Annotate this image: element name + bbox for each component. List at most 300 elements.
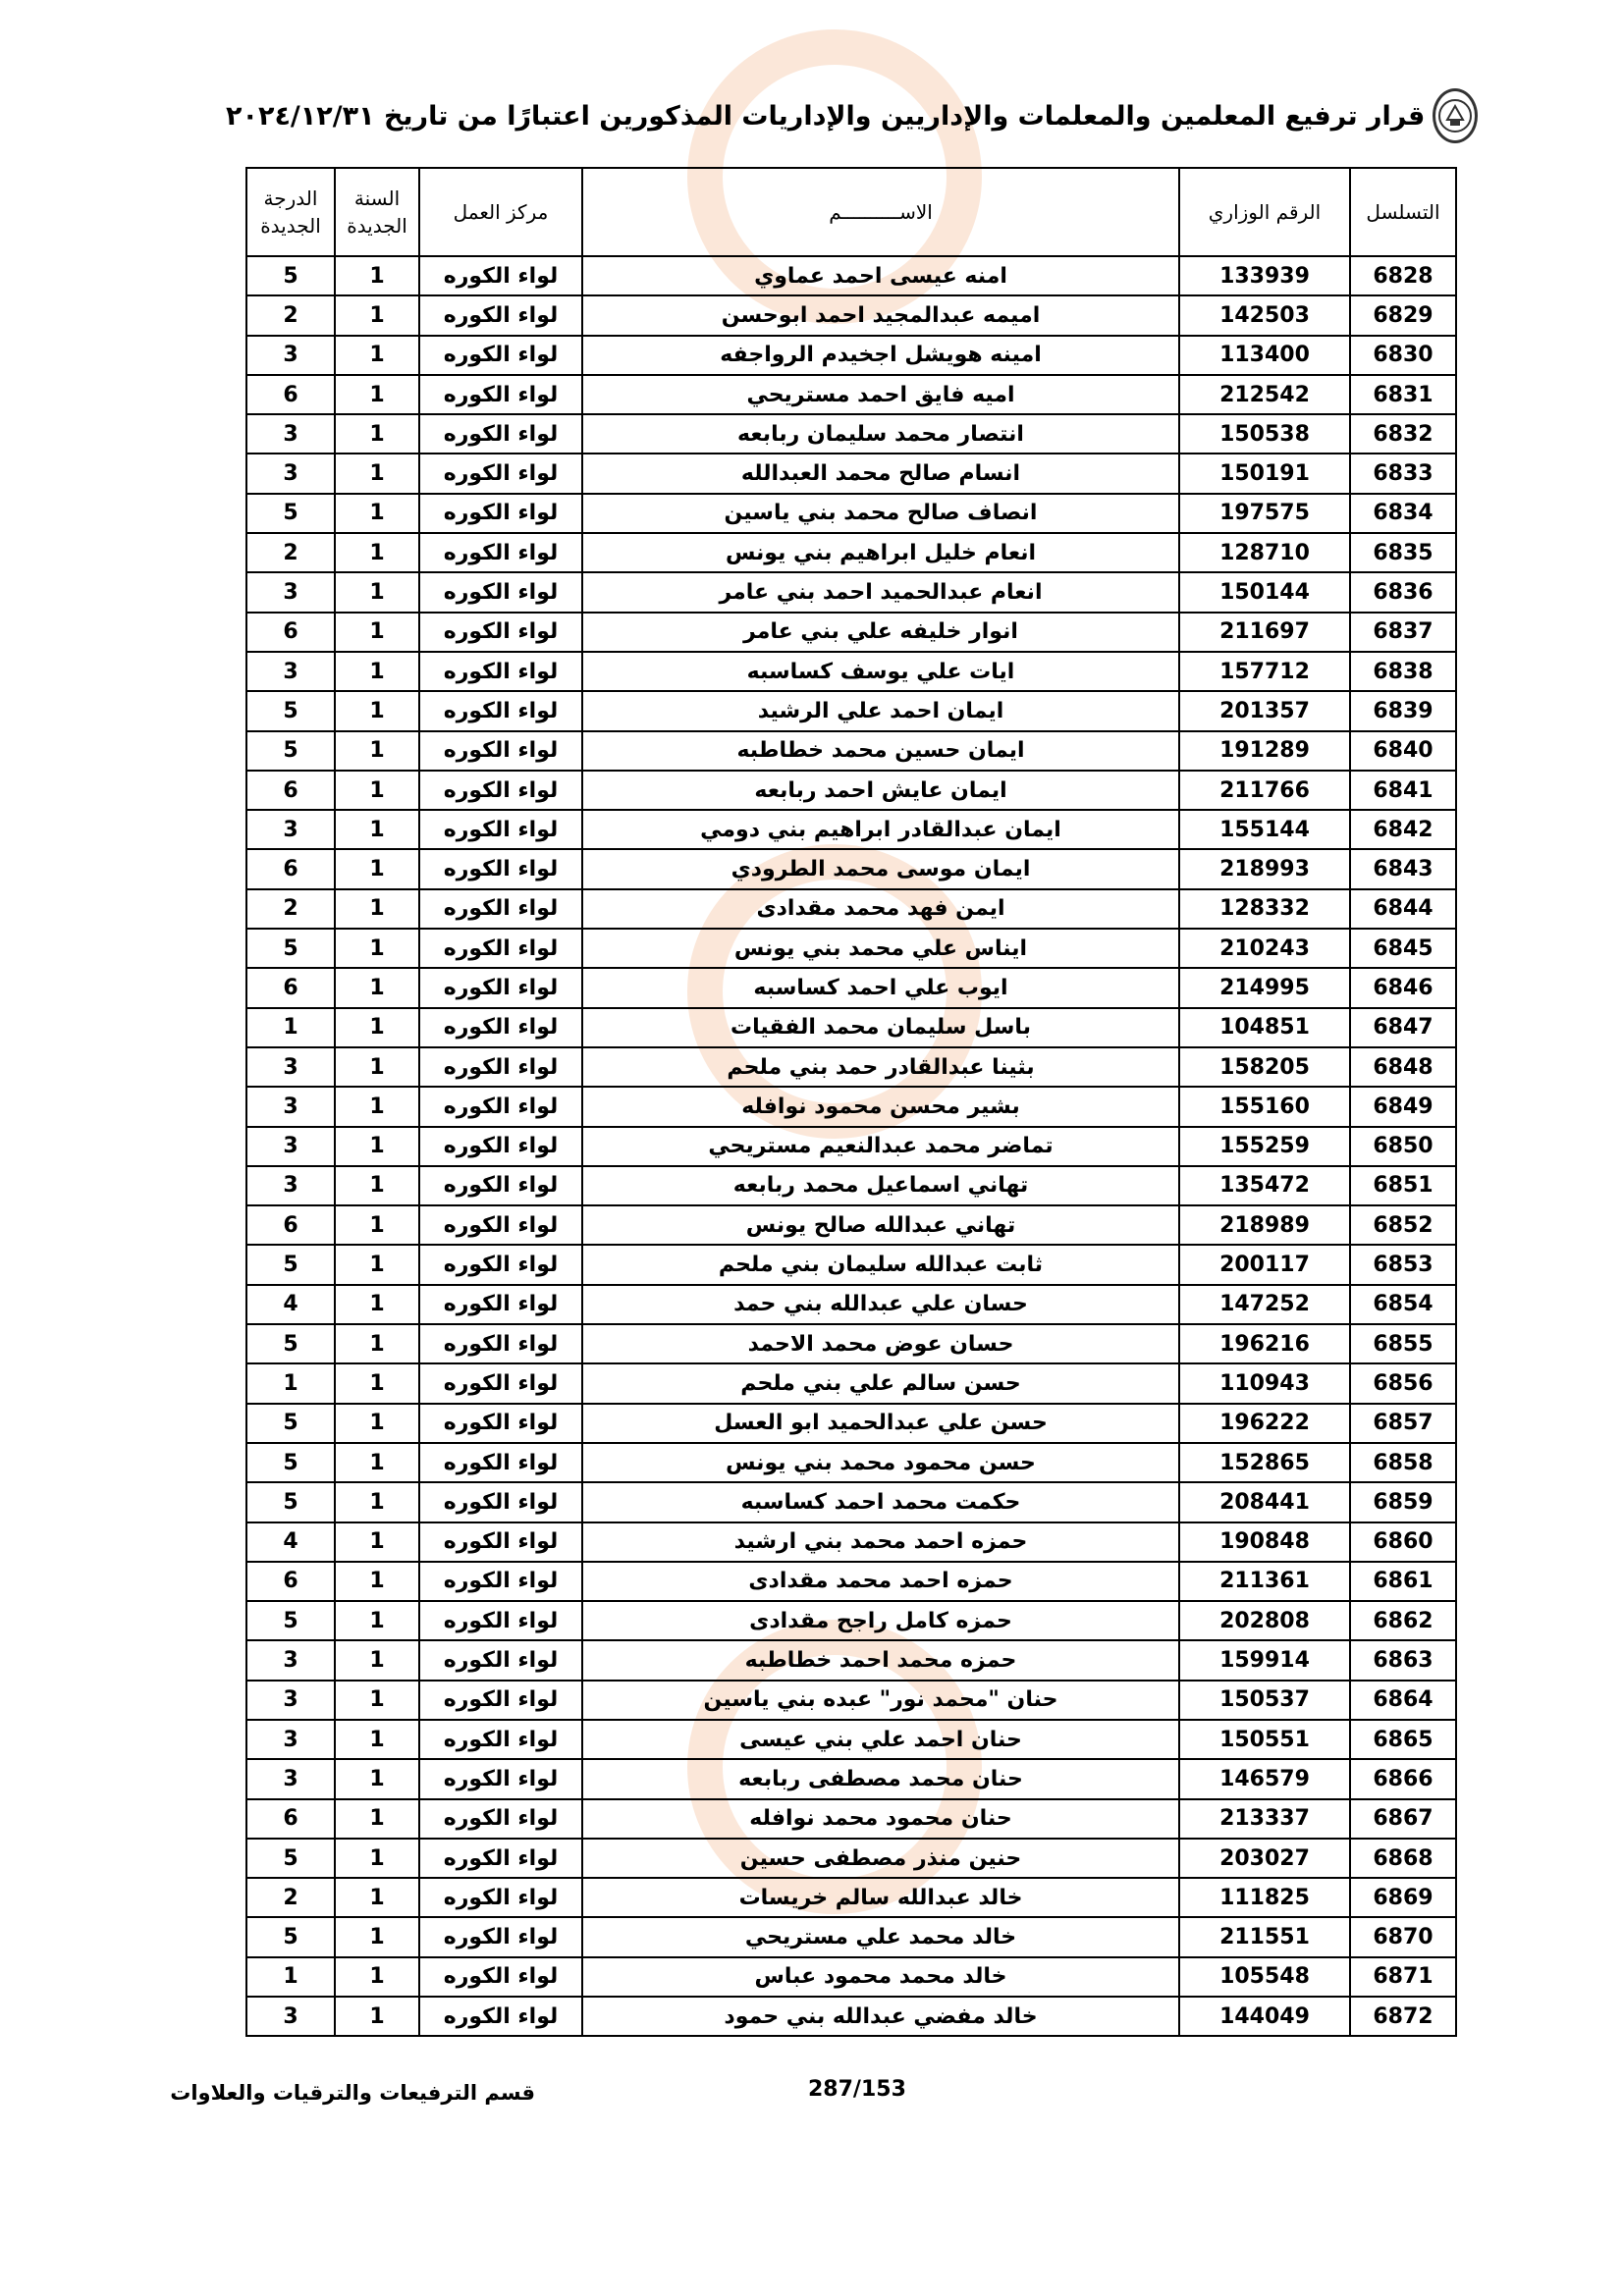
cell-ministry-no: 133939 — [1179, 256, 1350, 295]
cell-name: ايوب علي احمد كساسبه — [582, 968, 1179, 1007]
header-new-year: السنة الجديدة — [335, 168, 419, 256]
cell-ministry-no: 128710 — [1179, 533, 1350, 572]
cell-workplace: لواء الكوره — [419, 1601, 582, 1640]
cell-ministry-no: 210243 — [1179, 929, 1350, 968]
cell-ministry-no: 150538 — [1179, 414, 1350, 454]
cell-new-year: 1 — [335, 1957, 419, 1997]
cell-new-year: 1 — [335, 731, 419, 771]
cell-ministry-no: 191289 — [1179, 731, 1350, 771]
cell-new-grade: 5 — [246, 1917, 335, 1956]
cell-new-grade: 5 — [246, 1839, 335, 1878]
cell-new-grade: 3 — [246, 1640, 335, 1680]
cell-ministry-no: 211551 — [1179, 1917, 1350, 1956]
cell-new-year: 1 — [335, 256, 419, 295]
cell-workplace: لواء الكوره — [419, 1839, 582, 1878]
table-row — [246, 1324, 1456, 1363]
cell-ministry-no: 211697 — [1179, 613, 1350, 652]
cell-name: خالد مفضي عبدالله بني حمود — [582, 1997, 1179, 2036]
table-row — [246, 494, 1456, 533]
footer-department: قسم الترفيعات والترقيات والعلاوات — [170, 2081, 535, 2105]
cell-new-grade: 6 — [246, 1205, 335, 1245]
cell-new-year: 1 — [335, 1522, 419, 1562]
cell-new-grade: 5 — [246, 929, 335, 968]
cell-name: ثابت عبدالله سليمان بني ملحم — [582, 1245, 1179, 1284]
cell-ministry-no: 105548 — [1179, 1957, 1350, 1997]
cell-serial: 6831 — [1350, 375, 1456, 414]
cell-new-grade: 3 — [246, 336, 335, 375]
table-row — [246, 1482, 1456, 1522]
cell-new-grade: 5 — [246, 494, 335, 533]
table-row — [246, 1839, 1456, 1878]
cell-ministry-no: 155259 — [1179, 1127, 1350, 1166]
header-new-grade: الدرجة الجديدة — [246, 168, 335, 256]
cell-workplace: لواء الكوره — [419, 1720, 582, 1759]
cell-ministry-no: 104851 — [1179, 1008, 1350, 1047]
cell-name: امينه هويشل اجخيدم الرواجفه — [582, 336, 1179, 375]
cell-workplace: لواء الكوره — [419, 1957, 582, 1997]
cell-ministry-no: 113400 — [1179, 336, 1350, 375]
cell-name: اميه فايق احمد مستريحي — [582, 375, 1179, 414]
cell-serial: 6862 — [1350, 1601, 1456, 1640]
cell-new-grade: 2 — [246, 533, 335, 572]
cell-new-grade: 3 — [246, 1166, 335, 1205]
cell-new-year: 1 — [335, 849, 419, 888]
table-row — [246, 1720, 1456, 1759]
cell-ministry-no: 196216 — [1179, 1324, 1350, 1363]
cell-ministry-no: 211361 — [1179, 1562, 1350, 1601]
cell-new-year: 1 — [335, 1640, 419, 1680]
cell-workplace: لواء الكوره — [419, 375, 582, 414]
cell-new-year: 1 — [335, 1205, 419, 1245]
cell-ministry-no: 201357 — [1179, 691, 1350, 730]
cell-new-grade: 5 — [246, 1482, 335, 1522]
cell-workplace: لواء الكوره — [419, 929, 582, 968]
cell-new-grade: 3 — [246, 1087, 335, 1126]
cell-new-grade: 5 — [246, 256, 335, 295]
cell-new-year: 1 — [335, 652, 419, 691]
cell-serial: 6864 — [1350, 1681, 1456, 1720]
cell-name: انصاف صالح محمد بني ياسين — [582, 494, 1179, 533]
table-row — [246, 810, 1456, 849]
cell-new-year: 1 — [335, 454, 419, 493]
table-row — [246, 1443, 1456, 1482]
table-row — [246, 849, 1456, 888]
cell-new-grade: 3 — [246, 1759, 335, 1798]
table-row — [246, 1601, 1456, 1640]
table-row — [246, 1799, 1456, 1839]
cell-name: حسان عوض محمد الاحمد — [582, 1324, 1179, 1363]
header-name: الاســــــــــم — [582, 168, 1179, 256]
cell-workplace: لواء الكوره — [419, 1166, 582, 1205]
cell-workplace: لواء الكوره — [419, 1799, 582, 1839]
cell-ministry-no: 158205 — [1179, 1047, 1350, 1087]
cell-new-year: 1 — [335, 929, 419, 968]
table-row — [246, 1640, 1456, 1680]
table-row — [246, 375, 1456, 414]
cell-new-year: 1 — [335, 1562, 419, 1601]
cell-new-grade: 3 — [246, 1047, 335, 1087]
cell-new-grade: 3 — [246, 1720, 335, 1759]
cell-serial: 6860 — [1350, 1522, 1456, 1562]
cell-ministry-no: 128332 — [1179, 889, 1350, 929]
cell-new-grade: 5 — [246, 1443, 335, 1482]
cell-new-grade: 6 — [246, 1562, 335, 1601]
cell-new-grade: 6 — [246, 1799, 335, 1839]
cell-name: امنه عيسى احمد عماوي — [582, 256, 1179, 295]
table-row — [246, 1127, 1456, 1166]
cell-workplace: لواء الكوره — [419, 1047, 582, 1087]
cell-new-year: 1 — [335, 771, 419, 810]
cell-new-year: 1 — [335, 1681, 419, 1720]
cell-serial: 6839 — [1350, 691, 1456, 730]
cell-new-grade: 1 — [246, 1008, 335, 1047]
cell-workplace: لواء الكوره — [419, 1127, 582, 1166]
cell-name: حسان علي عبدالله بني حمد — [582, 1285, 1179, 1324]
table-row — [246, 1087, 1456, 1126]
cell-ministry-no: 147252 — [1179, 1285, 1350, 1324]
table-row — [246, 1008, 1456, 1047]
table-row — [246, 336, 1456, 375]
cell-workplace: لواء الكوره — [419, 1997, 582, 2036]
cell-serial: 6850 — [1350, 1127, 1456, 1166]
cell-workplace: لواء الكوره — [419, 1205, 582, 1245]
cell-name: اميمه عبدالمجيد احمد ابوحسن — [582, 295, 1179, 335]
cell-workplace: لواء الكوره — [419, 336, 582, 375]
cell-serial: 6838 — [1350, 652, 1456, 691]
cell-new-grade: 5 — [246, 1404, 335, 1443]
cell-name: حسن محمود محمد بني يونس — [582, 1443, 1179, 1482]
cell-ministry-no: 150191 — [1179, 454, 1350, 493]
cell-serial: 6867 — [1350, 1799, 1456, 1839]
cell-name: حنان احمد علي بني عيسى — [582, 1720, 1179, 1759]
cell-name: ايمان موسى محمد الطرودي — [582, 849, 1179, 888]
cell-workplace: لواء الكوره — [419, 572, 582, 612]
cell-workplace: لواء الكوره — [419, 1008, 582, 1047]
cell-serial: 6836 — [1350, 572, 1456, 612]
cell-serial: 6870 — [1350, 1917, 1456, 1956]
cell-new-grade: 5 — [246, 691, 335, 730]
cell-name: حكمت محمد احمد كساسبه — [582, 1482, 1179, 1522]
cell-serial: 6847 — [1350, 1008, 1456, 1047]
cell-workplace: لواء الكوره — [419, 1285, 582, 1324]
cell-name: تماضر محمد عبدالنعيم مستريحي — [582, 1127, 1179, 1166]
cell-new-year: 1 — [335, 613, 419, 652]
cell-serial: 6871 — [1350, 1957, 1456, 1997]
cell-name: انعام خليل ابراهيم بني يونس — [582, 533, 1179, 572]
cell-ministry-no: 197575 — [1179, 494, 1350, 533]
cell-serial: 6853 — [1350, 1245, 1456, 1284]
cell-new-year: 1 — [335, 494, 419, 533]
cell-new-grade: 4 — [246, 1522, 335, 1562]
cell-workplace: لواء الكوره — [419, 414, 582, 454]
header-workplace: مركز العمل — [419, 168, 582, 256]
cell-ministry-no: 214995 — [1179, 968, 1350, 1007]
cell-ministry-no: 150537 — [1179, 1681, 1350, 1720]
cell-new-year: 1 — [335, 1482, 419, 1522]
table-row — [246, 1166, 1456, 1205]
cell-name: ايمان عبدالقادر ابراهيم بني دومي — [582, 810, 1179, 849]
cell-workplace: لواء الكوره — [419, 1087, 582, 1126]
cell-serial: 6869 — [1350, 1878, 1456, 1917]
cell-ministry-no: 152865 — [1179, 1443, 1350, 1482]
page-title: قرار ترفيع المعلمين والمعلمات والإداريين والإداريات المذكورين اعتبارًا من تاريخ ٢٠٢٤/١٢/٣١ — [226, 100, 1426, 132]
cell-serial: 6844 — [1350, 889, 1456, 929]
cell-ministry-no: 157712 — [1179, 652, 1350, 691]
cell-new-year: 1 — [335, 1008, 419, 1047]
cell-serial: 6855 — [1350, 1324, 1456, 1363]
cell-ministry-no: 190848 — [1179, 1522, 1350, 1562]
cell-workplace: لواء الكوره — [419, 295, 582, 335]
cell-serial: 6856 — [1350, 1363, 1456, 1403]
cell-workplace: لواء الكوره — [419, 613, 582, 652]
cell-workplace: لواء الكوره — [419, 771, 582, 810]
cell-name: حنين منذر مصطفى حسين — [582, 1839, 1179, 1878]
cell-new-grade: 5 — [246, 1601, 335, 1640]
cell-new-year: 1 — [335, 1245, 419, 1284]
cell-ministry-no: 144049 — [1179, 1997, 1350, 2036]
cell-new-year: 1 — [335, 1799, 419, 1839]
table-row — [246, 533, 1456, 572]
cell-ministry-no: 200117 — [1179, 1245, 1350, 1284]
table-row — [246, 454, 1456, 493]
cell-name: حمزه كامل راجح مقدادى — [582, 1601, 1179, 1640]
cell-name: باسل سليمان محمد الفقيات — [582, 1008, 1179, 1047]
cell-new-grade: 1 — [246, 1957, 335, 1997]
cell-new-year: 1 — [335, 1404, 419, 1443]
cell-name: تهاني اسماعيل محمد ربابعه — [582, 1166, 1179, 1205]
cell-name: حسن علي عبدالحميد ابو العسل — [582, 1404, 1179, 1443]
cell-ministry-no: 212542 — [1179, 375, 1350, 414]
cell-new-grade: 5 — [246, 1245, 335, 1284]
cell-new-grade: 3 — [246, 1681, 335, 1720]
table-row — [246, 1997, 1456, 2036]
cell-new-year: 1 — [335, 1127, 419, 1166]
cell-workplace: لواء الكوره — [419, 1482, 582, 1522]
cell-name: ايمان احمد علي الرشيد — [582, 691, 1179, 730]
cell-new-year: 1 — [335, 1363, 419, 1403]
cell-ministry-no: 110943 — [1179, 1363, 1350, 1403]
table-row — [246, 1522, 1456, 1562]
cell-new-grade: 2 — [246, 1878, 335, 1917]
cell-workplace: لواء الكوره — [419, 1562, 582, 1601]
cell-new-grade: 6 — [246, 849, 335, 888]
table-row — [246, 1245, 1456, 1284]
cell-ministry-no: 218989 — [1179, 1205, 1350, 1245]
cell-name: حنان "محمد نور" عبده بني ياسين — [582, 1681, 1179, 1720]
cell-serial: 6872 — [1350, 1997, 1456, 2036]
table-row — [246, 1878, 1456, 1917]
cell-new-grade: 6 — [246, 375, 335, 414]
cell-name: تهاني عبدالله صالح يونس — [582, 1205, 1179, 1245]
cell-workplace: لواء الكوره — [419, 256, 582, 295]
cell-serial: 6868 — [1350, 1839, 1456, 1878]
cell-serial: 6833 — [1350, 454, 1456, 493]
cell-serial: 6846 — [1350, 968, 1456, 1007]
table-row — [246, 731, 1456, 771]
cell-name: انتصار محمد سليمان ربابعه — [582, 414, 1179, 454]
cell-ministry-no: 208441 — [1179, 1482, 1350, 1522]
cell-workplace: لواء الكوره — [419, 810, 582, 849]
cell-serial: 6865 — [1350, 1720, 1456, 1759]
cell-name: حسن سالم علي بني ملحم — [582, 1363, 1179, 1403]
cell-name: خالد محمد علي مستريحي — [582, 1917, 1179, 1956]
table-row — [246, 613, 1456, 652]
cell-serial: 6852 — [1350, 1205, 1456, 1245]
cell-new-year: 1 — [335, 1839, 419, 1878]
cell-new-year: 1 — [335, 968, 419, 1007]
table-row — [246, 1205, 1456, 1245]
table-row — [246, 1562, 1456, 1601]
cell-name: حنان محمود محمد نوافله — [582, 1799, 1179, 1839]
table-row — [246, 1404, 1456, 1443]
cell-serial: 6837 — [1350, 613, 1456, 652]
cell-serial: 6841 — [1350, 771, 1456, 810]
cell-new-grade: 3 — [246, 572, 335, 612]
cell-serial: 6835 — [1350, 533, 1456, 572]
cell-workplace: لواء الكوره — [419, 1681, 582, 1720]
cell-name: ايمان حسين محمد خطاطبه — [582, 731, 1179, 771]
table-row — [246, 968, 1456, 1007]
cell-serial: 6828 — [1350, 256, 1456, 295]
cell-workplace: لواء الكوره — [419, 1324, 582, 1363]
table-row — [246, 256, 1456, 295]
cell-ministry-no: 203027 — [1179, 1839, 1350, 1878]
cell-new-grade: 3 — [246, 652, 335, 691]
cell-serial: 6851 — [1350, 1166, 1456, 1205]
cell-workplace: لواء الكوره — [419, 731, 582, 771]
cell-new-year: 1 — [335, 1166, 419, 1205]
cell-ministry-no: 202808 — [1179, 1601, 1350, 1640]
cell-new-year: 1 — [335, 414, 419, 454]
cell-new-grade: 5 — [246, 731, 335, 771]
cell-workplace: لواء الكوره — [419, 1917, 582, 1956]
cell-name: بشير محسن محمود نوافله — [582, 1087, 1179, 1126]
cell-name: حنان محمد مصطفى ربابعه — [582, 1759, 1179, 1798]
cell-new-year: 1 — [335, 1720, 419, 1759]
table-row — [246, 771, 1456, 810]
cell-serial: 6848 — [1350, 1047, 1456, 1087]
cell-serial: 6834 — [1350, 494, 1456, 533]
cell-serial: 6863 — [1350, 1640, 1456, 1680]
cell-workplace: لواء الكوره — [419, 1640, 582, 1680]
cell-workplace: لواء الكوره — [419, 533, 582, 572]
table-row — [246, 1917, 1456, 1956]
cell-ministry-no: 213337 — [1179, 1799, 1350, 1839]
cell-name: انسام صالح محمد العبدالله — [582, 454, 1179, 493]
cell-workplace: لواء الكوره — [419, 1759, 582, 1798]
cell-new-year: 1 — [335, 1997, 419, 2036]
page-number: 287/153 — [808, 2077, 906, 2102]
cell-new-grade: 3 — [246, 1127, 335, 1166]
table-row — [246, 1681, 1456, 1720]
promotions-table — [245, 167, 1457, 2037]
cell-name: خالد عبدالله سالم خريسات — [582, 1878, 1179, 1917]
cell-ministry-no: 150551 — [1179, 1720, 1350, 1759]
cell-new-year: 1 — [335, 1324, 419, 1363]
cell-name: حمزه احمد محمد مقدادى — [582, 1562, 1179, 1601]
cell-new-year: 1 — [335, 810, 419, 849]
header-ministry-no: الرقم الوزاري — [1179, 168, 1350, 256]
cell-new-grade: 2 — [246, 295, 335, 335]
cell-new-year: 1 — [335, 1047, 419, 1087]
cell-new-year: 1 — [335, 1285, 419, 1324]
cell-serial: 6854 — [1350, 1285, 1456, 1324]
cell-new-year: 1 — [335, 336, 419, 375]
cell-ministry-no: 211766 — [1179, 771, 1350, 810]
cell-new-grade: 3 — [246, 1997, 335, 2036]
header-serial: التسلسل — [1350, 168, 1456, 256]
table-row — [246, 889, 1456, 929]
cell-workplace: لواء الكوره — [419, 968, 582, 1007]
table-header-row — [246, 168, 1456, 256]
table-row — [246, 929, 1456, 968]
cell-new-grade: 5 — [246, 1324, 335, 1363]
cell-workplace: لواء الكوره — [419, 1443, 582, 1482]
cell-serial: 6829 — [1350, 295, 1456, 335]
cell-ministry-no: 142503 — [1179, 295, 1350, 335]
cell-new-grade: 6 — [246, 771, 335, 810]
cell-ministry-no: 196222 — [1179, 1404, 1350, 1443]
cell-new-year: 1 — [335, 1087, 419, 1126]
cell-new-year: 1 — [335, 533, 419, 572]
cell-ministry-no: 155160 — [1179, 1087, 1350, 1126]
cell-new-year: 1 — [335, 295, 419, 335]
document-header — [226, 86, 1443, 145]
table-row — [246, 414, 1456, 454]
cell-new-year: 1 — [335, 1443, 419, 1482]
cell-new-year: 1 — [335, 1759, 419, 1798]
cell-ministry-no: 155144 — [1179, 810, 1350, 849]
cell-serial: 6840 — [1350, 731, 1456, 771]
cell-new-year: 1 — [335, 1878, 419, 1917]
cell-name: ايمن فهد محمد مقدادى — [582, 889, 1179, 929]
cell-new-grade: 2 — [246, 889, 335, 929]
table-row — [246, 652, 1456, 691]
cell-new-grade: 3 — [246, 454, 335, 493]
table-row — [246, 1759, 1456, 1798]
cell-ministry-no: 135472 — [1179, 1166, 1350, 1205]
cell-new-grade: 3 — [246, 414, 335, 454]
cell-workplace: لواء الكوره — [419, 494, 582, 533]
emblem-icon — [1433, 88, 1478, 143]
cell-serial: 6830 — [1350, 336, 1456, 375]
cell-workplace: لواء الكوره — [419, 454, 582, 493]
table-row — [246, 295, 1456, 335]
cell-workplace: لواء الكوره — [419, 1363, 582, 1403]
cell-ministry-no: 146579 — [1179, 1759, 1350, 1798]
cell-workplace: لواء الكوره — [419, 849, 582, 888]
cell-ministry-no: 150144 — [1179, 572, 1350, 612]
cell-new-year: 1 — [335, 889, 419, 929]
cell-name: ايمان عايش احمد ربابعه — [582, 771, 1179, 810]
cell-serial: 6861 — [1350, 1562, 1456, 1601]
cell-name: بثينا عبدالقادر حمد بني ملحم — [582, 1047, 1179, 1087]
table-row — [246, 1957, 1456, 1997]
cell-workplace: لواء الكوره — [419, 889, 582, 929]
cell-workplace: لواء الكوره — [419, 691, 582, 730]
cell-new-year: 1 — [335, 1917, 419, 1956]
cell-new-grade: 3 — [246, 810, 335, 849]
cell-ministry-no: 111825 — [1179, 1878, 1350, 1917]
cell-new-grade: 6 — [246, 613, 335, 652]
cell-name: انعام عبدالحميد احمد بني عامر — [582, 572, 1179, 612]
table-row — [246, 691, 1456, 730]
table-row — [246, 572, 1456, 612]
cell-new-year: 1 — [335, 1601, 419, 1640]
cell-serial: 6832 — [1350, 414, 1456, 454]
cell-name: خالد محمد محمود عباس — [582, 1957, 1179, 1997]
cell-serial: 6857 — [1350, 1404, 1456, 1443]
